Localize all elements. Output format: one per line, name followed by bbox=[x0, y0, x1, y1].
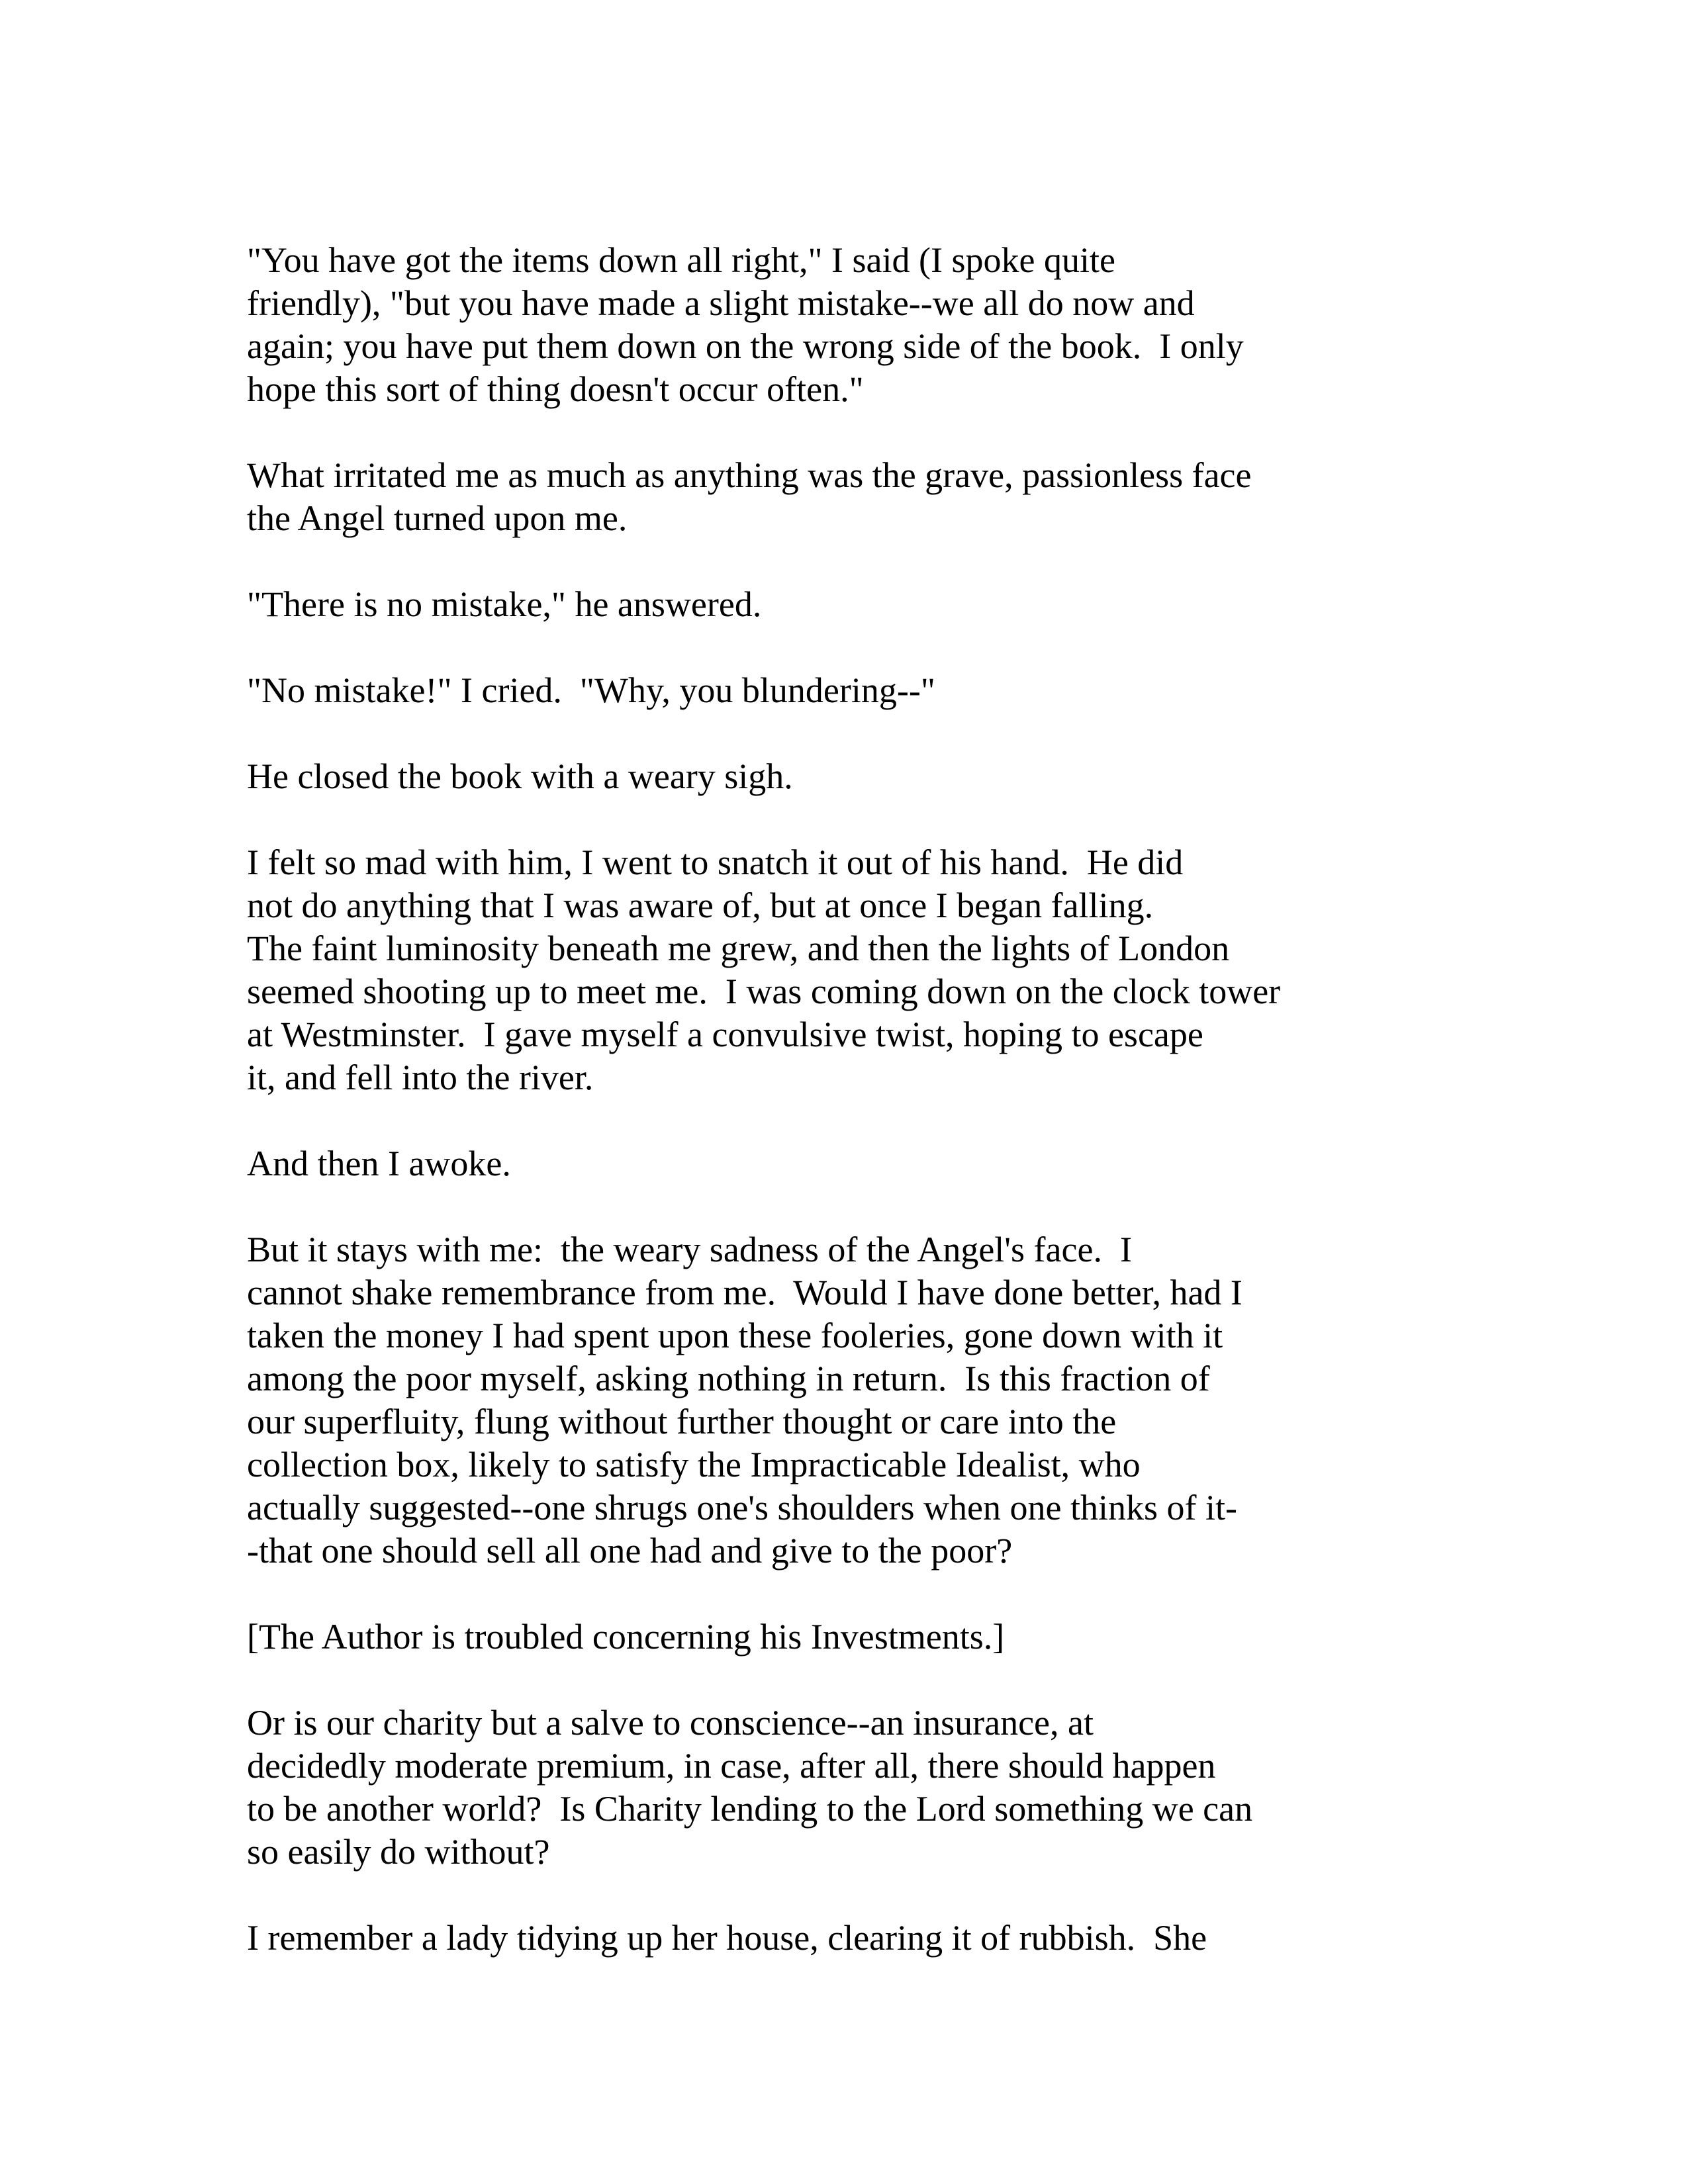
text-line: What irritated me as much as anything was the grave, passionless face bbox=[247, 455, 1252, 495]
text-line: actually suggested--one shrugs one's shoulders when one thinks of it- bbox=[247, 1488, 1237, 1527]
text-line: so easily do without? bbox=[247, 1832, 550, 1872]
text-line: I remember a lady tidying up her house, clearing it of rubbish. She bbox=[247, 1918, 1207, 1958]
text-line: it, and fell into the river. bbox=[247, 1058, 594, 1097]
paragraph bbox=[247, 841, 1438, 1099]
text-line: [The Author is troubled concerning his Investments.] bbox=[247, 1617, 1005, 1657]
text-line: "You have got the items down all right," I said (I spoke quite bbox=[247, 240, 1115, 280]
text-line: But it stays with me: the weary sadness of the Angel's face. I bbox=[247, 1230, 1132, 1269]
text-line: our superfluity, flung without further thought or care into the bbox=[247, 1402, 1117, 1441]
text-line: I felt so mad with him, I went to snatch it out of his hand. He did bbox=[247, 842, 1184, 882]
paragraph bbox=[247, 755, 1438, 798]
text-line: The faint luminosity beneath me grew, and then the lights of London bbox=[247, 929, 1230, 968]
paragraph bbox=[247, 1615, 1438, 1659]
text-line: "No mistake!" I cried. "Why, you blundering--" bbox=[247, 670, 935, 710]
paragraph bbox=[247, 1228, 1438, 1572]
paragraph bbox=[247, 583, 1438, 626]
paragraph bbox=[247, 1917, 1438, 1960]
text-line: among the poor myself, asking nothing in return. Is this fraction of bbox=[247, 1359, 1210, 1398]
text-line: "There is no mistake," he answered. bbox=[247, 584, 762, 624]
paragraph bbox=[247, 1142, 1438, 1185]
text-line: Or is our charity but a salve to conscience--an insurance, at bbox=[247, 1703, 1094, 1743]
text-line: not do anything that I was aware of, but at once I began falling. bbox=[247, 886, 1154, 925]
text-line: the Angel turned upon me. bbox=[247, 498, 628, 538]
text-line: to be another world? Is Charity lending to the Lord something we can bbox=[247, 1789, 1253, 1829]
text-line: friendly), "but you have made a slight mistake--we all do now and bbox=[247, 283, 1195, 323]
text-line: decidedly moderate premium, in case, after all, there should happen bbox=[247, 1746, 1216, 1786]
paragraph bbox=[247, 1702, 1438, 1874]
text-line: at Westminster. I gave myself a convulsive twist, hoping to escape bbox=[247, 1015, 1203, 1054]
text-line: -that one should sell all one had and give to the poor? bbox=[247, 1531, 1013, 1570]
paragraph bbox=[247, 239, 1438, 411]
text-line: cannot shake remembrance from me. Would I have done better, had I bbox=[247, 1273, 1243, 1312]
paragraph bbox=[247, 669, 1438, 712]
text-line: again; you have put them down on the wrong side of the book. I only bbox=[247, 326, 1244, 366]
text-line: seemed shooting up to meet me. I was coming down on the clock tower bbox=[247, 972, 1281, 1011]
text-line: He closed the book with a weary sigh. bbox=[247, 756, 793, 796]
text-line: collection box, likely to satisfy the Impracticable Idealist, who bbox=[247, 1445, 1141, 1484]
text-line: And then I awoke. bbox=[247, 1144, 511, 1183]
text-line: taken the money I had spent upon these fooleries, gone down with it bbox=[247, 1316, 1223, 1355]
text-line: hope this sort of thing doesn't occur often." bbox=[247, 369, 864, 409]
paragraph bbox=[247, 454, 1438, 540]
